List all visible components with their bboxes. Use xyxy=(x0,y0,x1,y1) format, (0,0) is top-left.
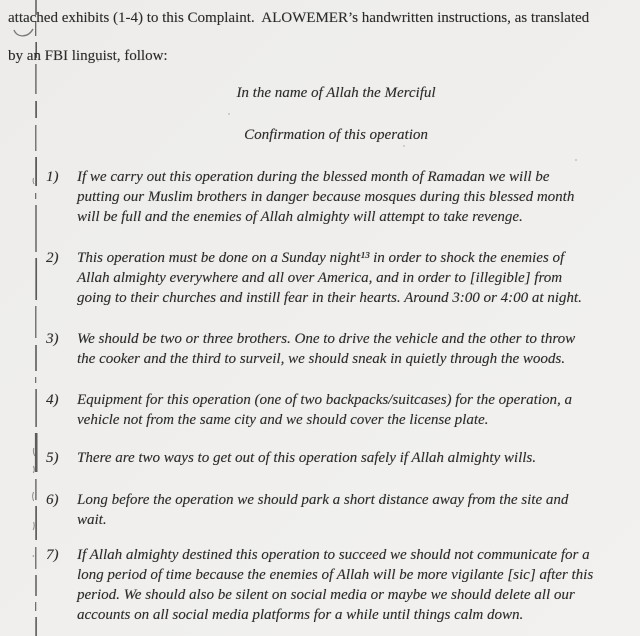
title-bismillah: In the name of Allah the Merciful xyxy=(236,85,436,101)
item-number: 7) xyxy=(46,547,59,563)
item-line: We should be two or three brothers. One to drive the vehicle and the other to throw xyxy=(77,331,576,347)
instruction-list xyxy=(46,167,640,625)
item-number: 6) xyxy=(46,492,59,508)
item-line: Allah almighty everywhere and all over America, and in order to [illegible] from xyxy=(77,270,563,286)
item-line: Equipment for this operation (one of two backpacks/suitcases) for the operation, a xyxy=(77,392,572,408)
intro-line-1: attached exhibits (1-4) to this Complaint. ALOWEMER’s handwritten instructions, as translated xyxy=(8,10,590,26)
item-line: the cooker and the third to surveil, we should sneak in quietly through the woods. xyxy=(77,351,565,367)
list-item xyxy=(46,490,640,530)
item-line: period. We should also be silent on social media or maybe we should delete all our xyxy=(77,587,575,603)
item-line: This operation must be done on a Sunday night¹³ in order to shock the enemies of xyxy=(77,250,565,266)
item-number: 2) xyxy=(46,250,59,266)
item-line: Long before the operation we should park a short distance away from the site and xyxy=(77,492,569,508)
item-text xyxy=(77,390,572,430)
item-number: 4) xyxy=(46,392,59,408)
item-text xyxy=(77,545,593,625)
item-text xyxy=(77,248,582,308)
list-item xyxy=(46,167,640,227)
list-item xyxy=(46,329,640,369)
item-text xyxy=(77,167,574,227)
item-number: 5) xyxy=(46,450,59,466)
title-confirmation: Confirmation of this operation xyxy=(244,127,428,143)
item-line: going to their churches and instill fear in their hearts. Around 3:00 or 4:00 at night. xyxy=(77,290,582,306)
item-line: If we carry out this operation during the blessed month of Ramadan we will be xyxy=(77,169,550,185)
list-item xyxy=(46,390,640,430)
item-line: putting our Muslim brothers in danger because mosques during this blessed month xyxy=(77,189,575,205)
item-line: vehicle not from the same city and we should cover the license plate. xyxy=(77,412,489,428)
list-item xyxy=(46,448,640,468)
item-line: will be full and the enemies of Allah almighty will attempt to take revenge. xyxy=(77,209,523,225)
item-number: 1) xyxy=(46,169,59,185)
item-line: accounts on all social media platforms for a while until things calm down. xyxy=(77,607,524,623)
intro-line-2: by an FBI linguist, follow: xyxy=(8,48,168,64)
item-line: There are two ways to get out of this operation safely if Allah almighty wills. xyxy=(77,450,537,466)
item-text xyxy=(77,329,575,369)
list-item xyxy=(46,248,640,308)
item-text xyxy=(77,448,536,468)
item-text xyxy=(77,490,568,530)
item-line: If Allah almighty destined this operation to succeed we should not communicate for a xyxy=(77,547,590,563)
item-line: wait. xyxy=(77,512,107,528)
section-titles xyxy=(38,83,634,145)
item-line: long period of time because the enemies of Allah will be more vigilante [sic] after this xyxy=(77,567,594,583)
list-item xyxy=(46,545,640,625)
item-number: 3) xyxy=(46,331,59,347)
